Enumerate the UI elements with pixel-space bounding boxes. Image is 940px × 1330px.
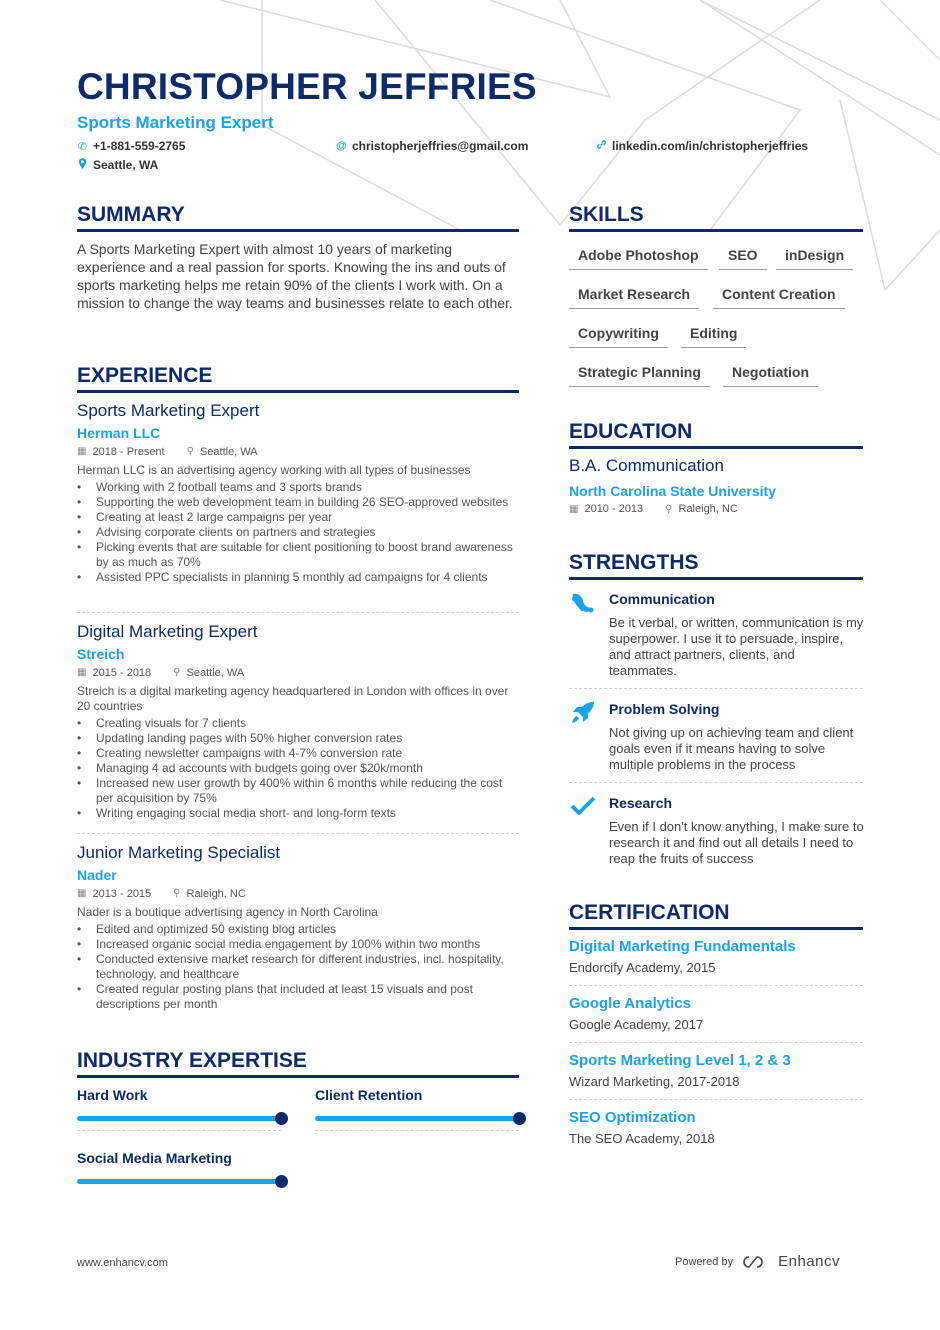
skill-tag: Negotiation	[723, 364, 818, 387]
skill-tag: Content Creation	[713, 286, 845, 309]
job-bullet: • Writing engaging social media short- and long-form texts	[77, 806, 519, 821]
expertise-item	[77, 1150, 281, 1184]
location-text: Seattle, WA	[93, 158, 159, 172]
expertise-level-bar	[77, 1116, 281, 1121]
email-contact[interactable]	[336, 139, 528, 153]
footer-website[interactable]: www.enhancv.com	[77, 1257, 168, 1269]
education-heading: EDUCATION	[569, 420, 863, 449]
education-degree: B.A. Communication	[569, 456, 724, 475]
experience-entry	[77, 621, 519, 821]
certification-name: Google Analytics	[569, 995, 691, 1012]
skill-tag: inDesign	[776, 247, 853, 270]
job-company: Herman LLC	[77, 425, 161, 441]
job-company: Nader	[77, 867, 117, 883]
certification-item	[569, 1109, 863, 1146]
location-contact	[77, 158, 158, 172]
job-title: Digital Marketing Expert	[77, 622, 258, 641]
checkmark-icon	[569, 795, 597, 819]
link-icon	[596, 139, 607, 153]
strength-description: Be it verbal, or written, communication is my superpower. I use it to persuade, inspire, and attract partners, clients, and teammates.	[609, 615, 864, 678]
experience-heading: EXPERIENCE	[77, 364, 519, 393]
phone-icon: ✆	[77, 140, 88, 153]
calendar-icon: ▦	[77, 446, 87, 457]
job-bullet: • Supporting the web development team in building 26 SEO-approved websites	[77, 495, 519, 510]
divider	[315, 1130, 519, 1131]
skills-heading: SKILLS	[569, 203, 863, 232]
divider	[77, 612, 519, 613]
certification-item	[569, 938, 863, 975]
job-meta	[77, 887, 519, 901]
job-dates: 2018 - Present	[92, 446, 165, 458]
certification-name: Sports Marketing Level 1, 2 & 3	[569, 1052, 791, 1069]
expertise-item	[77, 1087, 281, 1131]
strength-title: Research	[609, 795, 673, 811]
location-pin-icon: ⚲	[665, 503, 673, 515]
job-description: Herman LLC is an advertising agency working with all types of businesses	[77, 463, 471, 477]
strength-title: Communication	[609, 591, 715, 607]
enhancv-logo-icon	[741, 1254, 773, 1270]
job-title: Sports Marketing Expert	[77, 401, 260, 420]
expertise-item	[315, 1087, 519, 1131]
job-location: Seattle, WA	[199, 446, 258, 458]
job-bullets	[77, 922, 519, 1012]
calendar-icon: ▦	[77, 667, 87, 678]
job-location: Raleigh, NC	[186, 888, 246, 900]
job-bullet: • Increased new user growth by 400% within 6 months while reducing the cost per acquisition by 75%	[77, 776, 519, 806]
location-pin-icon	[77, 158, 88, 172]
job-bullet: • Advising corporate clients on partners and strategies	[77, 525, 519, 540]
skill-tag: Copywriting	[569, 325, 668, 348]
education-meta	[569, 503, 738, 515]
job-bullets	[77, 716, 519, 821]
skill-tag: Market Research	[569, 286, 699, 309]
expertise-level-bar	[315, 1116, 519, 1121]
expertise-label: Client Retention	[315, 1087, 423, 1103]
expertise-level-bar	[77, 1179, 281, 1184]
job-bullet: • Created regular posting plans that included at least 15 visuals and post descriptions per month	[77, 982, 519, 1012]
job-description: Streich is a digital marketing agency headquartered in London with offices in over 20 countries	[77, 684, 509, 713]
certification-item	[569, 1052, 863, 1089]
brand-logo[interactable]	[741, 1253, 840, 1270]
job-meta	[77, 445, 519, 459]
job-bullet: • Managing 4 ad accounts with budgets going over $20k/month	[77, 761, 519, 776]
divider	[569, 1042, 863, 1043]
job-bullet: • Updating landing pages with 50% higher conversion rates	[77, 731, 519, 746]
job-bullet: • Edited and optimized 50 existing blog articles	[77, 922, 519, 937]
divider	[569, 688, 863, 689]
job-meta	[77, 666, 519, 680]
job-title: Junior Marketing Specialist	[77, 843, 281, 862]
summary-heading: SUMMARY	[77, 203, 519, 232]
strength-title: Problem Solving	[609, 701, 720, 717]
job-company: Streich	[77, 646, 125, 662]
rocket-icon	[569, 701, 597, 725]
powered-by-label: Powered by	[675, 1255, 734, 1268]
job-location: Seattle, WA	[186, 667, 245, 679]
job-bullet: • Conducted extensive market research for different industries, incl. hospitality, technology, and healthcare	[77, 952, 519, 982]
skill-tag: Adobe Photoshop	[569, 247, 708, 270]
job-bullet: • Picking events that are suitable for client positioning to boost brand awareness by as much as 70%	[77, 540, 519, 570]
education-school: North Carolina State University	[569, 483, 776, 499]
certification-item	[569, 995, 863, 1032]
job-bullets	[77, 480, 519, 585]
job-dates: 2013 - 2015	[92, 888, 152, 900]
job-bullet: • Increased organic social media engagement by 100% within two months	[77, 937, 519, 952]
footer-branding[interactable]	[675, 1253, 840, 1270]
divider	[77, 1130, 281, 1131]
expertise-level-dot	[513, 1112, 526, 1125]
expertise-label: Social Media Marketing	[77, 1150, 232, 1166]
experience-entry	[77, 842, 519, 1012]
expertise-level-dot	[275, 1112, 288, 1125]
job-bullet: • Creating at least 2 large campaigns per year	[77, 510, 519, 525]
phone-text: +1-881-559-2765	[93, 139, 186, 153]
expertise-level-dot	[275, 1175, 288, 1188]
skill-tag: SEO	[719, 247, 767, 270]
job-description: Nader is a boutique advertising agency in North Carolina	[77, 905, 378, 919]
location-pin-icon: ⚲	[173, 888, 181, 899]
experience-entry	[77, 400, 519, 585]
calendar-icon: ▦	[569, 503, 579, 515]
location-pin-icon: ⚲	[173, 667, 181, 678]
education-location: Raleigh, NC	[678, 503, 738, 515]
certification-name: SEO Optimization	[569, 1109, 696, 1126]
education-dates: 2010 - 2013	[584, 503, 644, 515]
certification-issuer: Endorcify Academy, 2015	[569, 960, 716, 975]
expertise-label: Hard Work	[77, 1087, 148, 1103]
certification-issuer: The SEO Academy, 2018	[569, 1131, 715, 1146]
certification-issuer: Google Academy, 2017	[569, 1017, 704, 1032]
calendar-icon: ▦	[77, 888, 87, 899]
strengths-heading: STRENGTHS	[569, 551, 863, 580]
job-dates: 2015 - 2018	[92, 667, 152, 679]
phone-contact	[77, 139, 185, 153]
job-bullet: • Working with 2 football teams and 3 sports brands	[77, 480, 519, 495]
skill-tag: Editing	[681, 325, 746, 348]
email-text[interactable]: christopherjeffries@gmail.com	[352, 139, 529, 153]
skill-tag: Strategic Planning	[569, 364, 710, 387]
divider	[569, 782, 863, 783]
summary-text: A Sports Marketing Expert with almost 10 years of marketing experience and a real passion for sports. Knowing the ins and outs of sports marketing helps me retain 90% of the clients I work with. On a mission to change the way teams and businesses relate to each other.	[77, 241, 513, 311]
candidate-title: Sports Marketing Expert	[77, 113, 274, 132]
job-bullet: • Assisted PPC specialists in planning 5 monthly ad campaigns for 4 clients	[77, 570, 519, 585]
divider	[569, 1099, 863, 1100]
divider	[77, 833, 519, 834]
megaphone-icon	[569, 591, 597, 615]
job-bullet: • Creating visuals for 7 clients	[77, 716, 519, 731]
certification-name: Digital Marketing Fundamentals	[569, 938, 796, 955]
strength-description: Not giving up on achieving team and client goals even if it means having to solve multiple problems in the process	[609, 725, 854, 772]
at-icon: @	[336, 140, 347, 152]
candidate-name: CHRISTOPHER JEFFRIES	[77, 66, 537, 107]
strength-description: Even if I don't know anything, I make sure to research it and find out all details I need to reap the fruits of success	[609, 819, 864, 866]
linkedin-text[interactable]: linkedin.com/in/christopherjeffries	[612, 139, 809, 153]
linkedin-contact[interactable]	[596, 139, 808, 153]
location-pin-icon: ⚲	[186, 446, 194, 457]
certification-issuer: Wizard Marketing, 2017-2018	[569, 1074, 740, 1089]
brand-name: Enhancv	[778, 1253, 840, 1270]
certification-heading: CERTIFICATION	[569, 901, 863, 930]
divider	[569, 985, 863, 986]
industry-expertise-heading: INDUSTRY EXPERTISE	[77, 1049, 519, 1078]
job-bullet: • Creating newsletter campaigns with 4-7% conversion rate	[77, 746, 519, 761]
